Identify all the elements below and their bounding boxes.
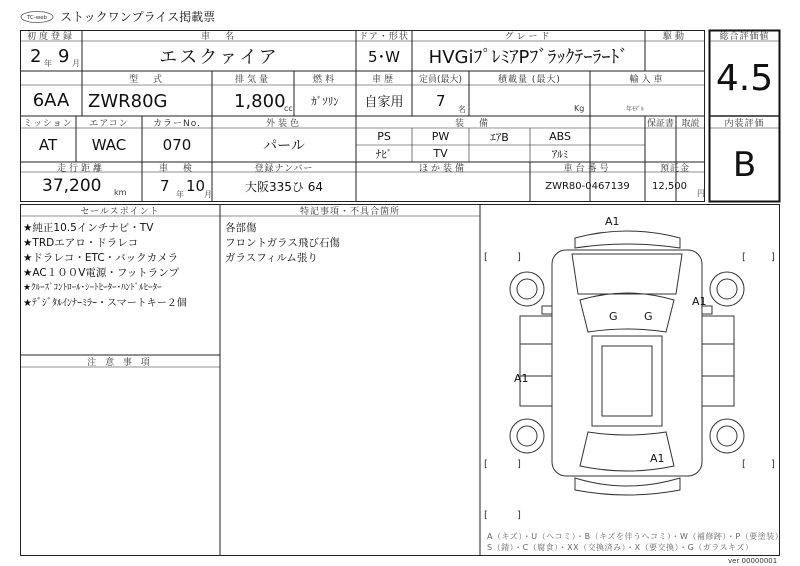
model-value: ZWR80G [88,91,168,112]
usage-label: 車歴 [371,74,396,85]
mission-label: ミッション [23,118,73,129]
insp-year: 7 [160,177,170,195]
svg-text:]: ] [771,459,775,470]
reg-year: 2 [30,46,42,67]
version-label: ver 00000001 [728,557,778,565]
load-label: 積載量 (最大) [498,74,561,85]
remarks-title: 特記事項・不具合箇所 [299,206,400,217]
first-reg-label: 初度登録 [26,32,75,42]
reg-year-unit: 年 [44,59,52,68]
load-unit: Kg [574,104,585,113]
manual-label: 取説 [681,118,700,129]
insp-year-unit: 年 [176,190,184,199]
displacement-label: 排気量 [234,74,271,85]
equip-navi: ﾅﾋﾞ [375,147,393,161]
reg-month: 9 [58,46,70,67]
svg-text:[: [ [742,459,746,470]
equip-airbag: ｴｱB [490,130,509,144]
insp-month: 10 [186,177,206,195]
overall-score: 4.5 [715,58,774,99]
mark-left-side: A1 [514,372,529,385]
displacement-value: 1,800 [234,91,286,112]
notes-title: 注 意 事 項 [87,357,153,368]
legend-line-2: S（錆）・C（腐食）・XX（交換済み）・X（要交換）・G（ガラスキズ） [487,543,754,552]
usage-value: 自家用 [364,95,404,110]
svg-text:[: [ [484,252,488,263]
equip-abs: ABS [549,130,571,143]
legend-line-1: A（キズ）・U（ヘコミ）・B（キズを伴うヘコミ）・W（補修跡）・P（要塗装） [487,532,784,541]
other-equipment-label: ほか装備 [418,163,467,174]
list-item: ★ﾃﾞｼﾞﾀﾙｲﾝﾅｰﾐﾗｰ・スマートキー２個 [23,298,187,309]
grade-value: HVGiﾌﾟﾚﾐｱPﾌﾞﾗｯｸﾃｰﾗｰﾄﾞ [428,47,629,68]
svg-text:]: ] [517,459,521,470]
plate-value: 大阪335ひ 64 [245,180,323,194]
svg-text:[: [ [484,459,488,470]
list-item: ★AC１００V電源・フットランプ [23,267,180,279]
overall-eval-label: 総合評価値 [719,32,770,42]
deposit-unit: 円 [697,189,705,198]
list-item: ★ドラレコ・ETC・バックカメラ [23,252,179,264]
model-label: 型 式 [128,74,165,85]
interior-score: B [732,144,757,185]
list-item: フロントガラス飛び石傷 [225,237,340,249]
capacity-value: 7 [436,92,446,110]
fuel-label: 燃料 [312,74,337,85]
list-item: ★純正10.5インチナビ・TV [23,222,154,234]
insp-month-unit: 月 [204,190,212,199]
mark-front: A1 [605,215,620,228]
mileage-label: 走行距離 [56,163,105,174]
model-prefix: 6AA [32,90,70,111]
exterior-color-value: パール [263,138,305,154]
aircon-value: WAC [91,136,127,154]
sales-points-list [23,221,219,311]
list-item: ★TRDエアロ・ドラレコ [23,237,139,249]
warranty-label: 保証書 [646,118,674,129]
equip-tv: TV [433,147,448,160]
mark-rear: A1 [650,452,665,465]
equip-blank [469,145,530,162]
displacement-unit: cc [284,104,293,113]
equip-pw: PW [431,130,450,143]
car-name-label: 車 名 [200,32,237,42]
aircon-label: エアコン [89,118,129,129]
svg-text:]: ] [771,252,775,263]
capacity-label: 定員(最大) [418,74,463,85]
import-label: 輸入車 [629,74,666,85]
door-shape-label: ドア・形状 [359,32,409,42]
deposit-label: 預託金 [659,163,690,174]
vin-label: 車台番号 [563,163,612,174]
color-no-value: 070 [162,136,192,154]
svg-text:]: ] [517,510,521,521]
plate-label: 登録ナンバー [254,163,314,174]
drive-value [645,41,705,71]
svg-text:TC-web: TC-web [26,15,48,21]
sales-points-title: セールスポイント [80,206,160,217]
inspection-label: 車 検 [158,163,195,174]
vin-value: ZWR80-0467139 [545,181,630,192]
fuel-value: ｶﾞｿﾘﾝ [311,94,339,108]
list-item: ★ｸﾙｰｽﾞｺﾝﾄﾛｰﾙ･ｼｰﾄﾋｰﾀｰ･ﾊﾝﾄﾞﾙﾋｰﾀｰ [23,283,162,293]
mileage-unit: km [114,188,127,197]
door-shape: 5･W [368,47,400,66]
remarks-list [225,221,475,266]
mission-value: AT [38,136,58,154]
drive-label: 駆動 [662,32,687,42]
mileage-value: 37,200 [42,176,102,196]
deposit-value: 12,500 [652,181,687,192]
mark-glass-left: G [609,310,618,323]
svg-text:[: [ [484,510,488,521]
grade-label: グレード [504,32,553,42]
page-title: ストックワンプライス掲載票 [60,10,216,24]
equip-ps: PS [377,130,391,143]
reg-month-unit: 月 [72,59,80,68]
mark-right-side: A1 [692,295,707,308]
list-item: 各部傷 [225,222,257,234]
model-year-label: 年ﾓﾃﾞﾙ [626,106,645,113]
capacity-unit: 名 [458,105,466,114]
equip-alloy: ｱﾙﾐ [551,147,569,161]
equipment-label: 装 備 [454,118,491,129]
svg-text:[: [ [742,252,746,263]
interior-eval-label: 内装評価 [724,118,765,129]
color-no-label: カラーNo. [153,118,201,129]
exterior-color-label: 外装色 [265,118,302,129]
svg-text:]: ] [517,252,521,263]
list-item: ガラスフィルム張り [225,252,318,264]
car-name: エスクァイア [159,47,279,68]
mark-glass-right: G [644,310,653,323]
